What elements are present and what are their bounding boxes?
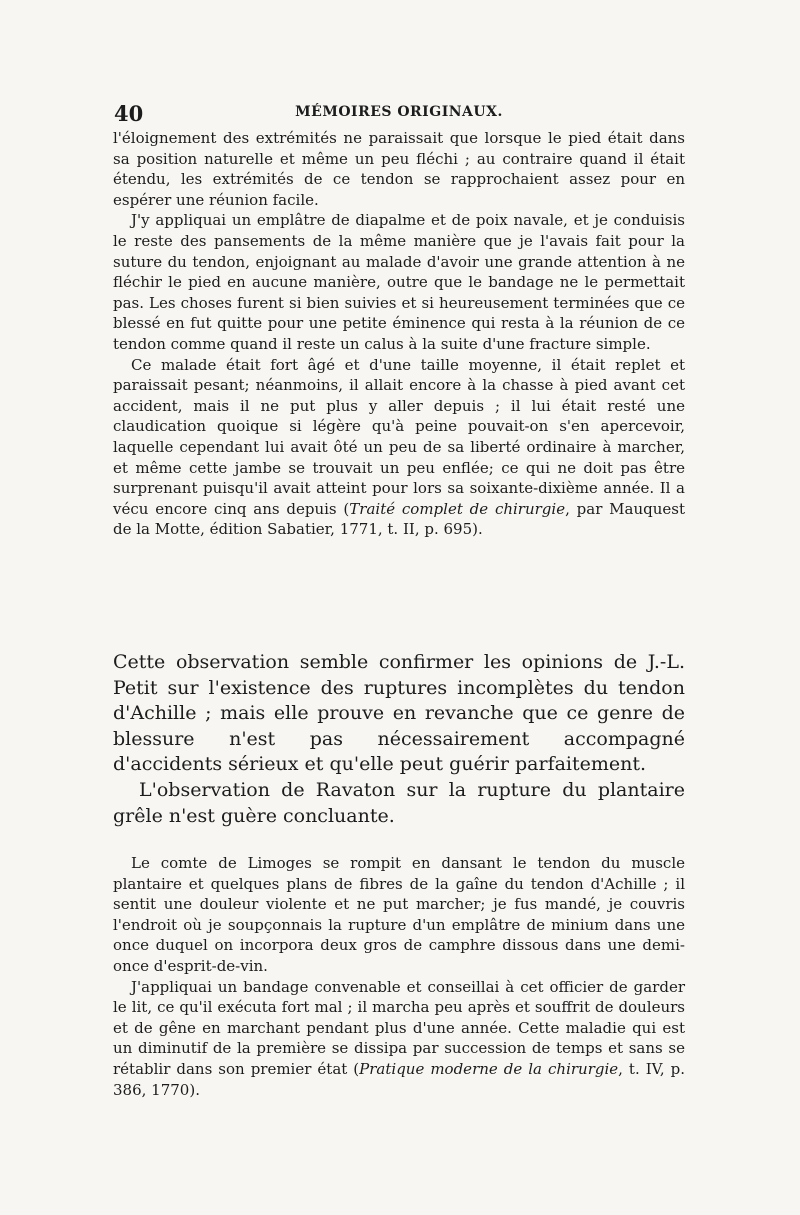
paragraph-with-citation: Ce malade était fort âgé et d'une taille moyenne, il était replet et paraissait pesant; néanmoins, il allait encore à la chasse à pied avant cet accident, mais il ne put plus y aller depuis ; il lui était resté une claudication quoique si légère qu'à peine pouvait-on s'en apercevoir, laquelle cependant lui avait ôté un peu de sa liberté ordinaire à marcher, et même cette jambe se trouvait un peu enflée; ce qui ne doit pas être surprenant puisqu'il avait atteint pour lors sa soixante-dixième année. Il a vécu encore cinq ans depuis (Traité complet de chirurgie, par Mauquest de la Motte, édition Sabatier, 1771, t. II, p. 695). [113, 355, 685, 539]
citation-title: Pratique moderne de la chirurgie [359, 1059, 619, 1078]
page-header [114, 101, 684, 125]
paragraph-with-citation: J'appliquai un bandage convenable et conseillai à cet officier de garder le lit, ce qu'il exécuta fort mal ; il marcha peu après et souffrit de douleurs et de gêne en marchant pendant plus d'une année. Cette maladie qui est un diminutif de la première se dissipa par succession de temps et sans se rétablir dans son premier état (Pratique moderne de la chirurgie, t. IV, p. 386, 1770). [113, 977, 685, 1099]
paragraph: Cette observation semble confirmer les opinions de J.-L. Petit sur l'existence des ruptures incomplètes du tendon d'Achille ; mais elle prouve en revanche que ce genre de blessure n'est pas nécessairement accompagné d'accidents sérieux et qu'elle peut guérir parfaitement. [113, 651, 685, 776]
paragraph: l'éloignement des extrémités ne paraissait que lorsque le pied était dans sa position naturelle et même un peu fléchi ; au contraire quand il était étendu, les extrémités de ce tendon se rapprochaient assez pour en espérer une réunion facile. [113, 129, 685, 209]
paragraph: J'y appliquai un emplâtre de diapalme et de poix navale, et je conduisis le reste des pansements de la même manière que je l'avais fait pour la suture du tendon, enjoignant au malade d'avoir une grande attention à ne fléchir le pied en aucune manière, outre que le bandage ne le permettait pas. Les choses furent si bien suivies et si heureusement terminées que ce blessé en fut quitte pour une petite éminence qui resta à la réunion de ce tendon comme quand il reste un calus à la suite d'une fracture simple. [113, 211, 685, 353]
running-title: MÉMOIRES ORIGINAUX. [295, 104, 503, 120]
page-number: 40 [114, 101, 144, 126]
author-commentary [113, 650, 685, 829]
quoted-observation-ravaton [113, 853, 685, 1100]
paragraph: L'observation de Ravaton sur la rupture du plantaire grêle n'est guère concluante. [113, 778, 685, 827]
quoted-observation-la-motte [113, 128, 685, 540]
paragraph: Le comte de Limoges se rompit en dansant le tendon du muscle plantaire et quelques plans de fibres de la gaîne du tendon d'Achille ; il sentit une douleur violente et ne put marcher; je fus mandé, je couvris l'endroit où je soupçonnais la rupture d'un emplâtre de minium dans une once duquel on incorpora deux gros de camphre dissous dans une demi-once d'esprit-de-vin. [113, 854, 685, 975]
citation-title: Traité complet de chirurgie [349, 499, 566, 518]
